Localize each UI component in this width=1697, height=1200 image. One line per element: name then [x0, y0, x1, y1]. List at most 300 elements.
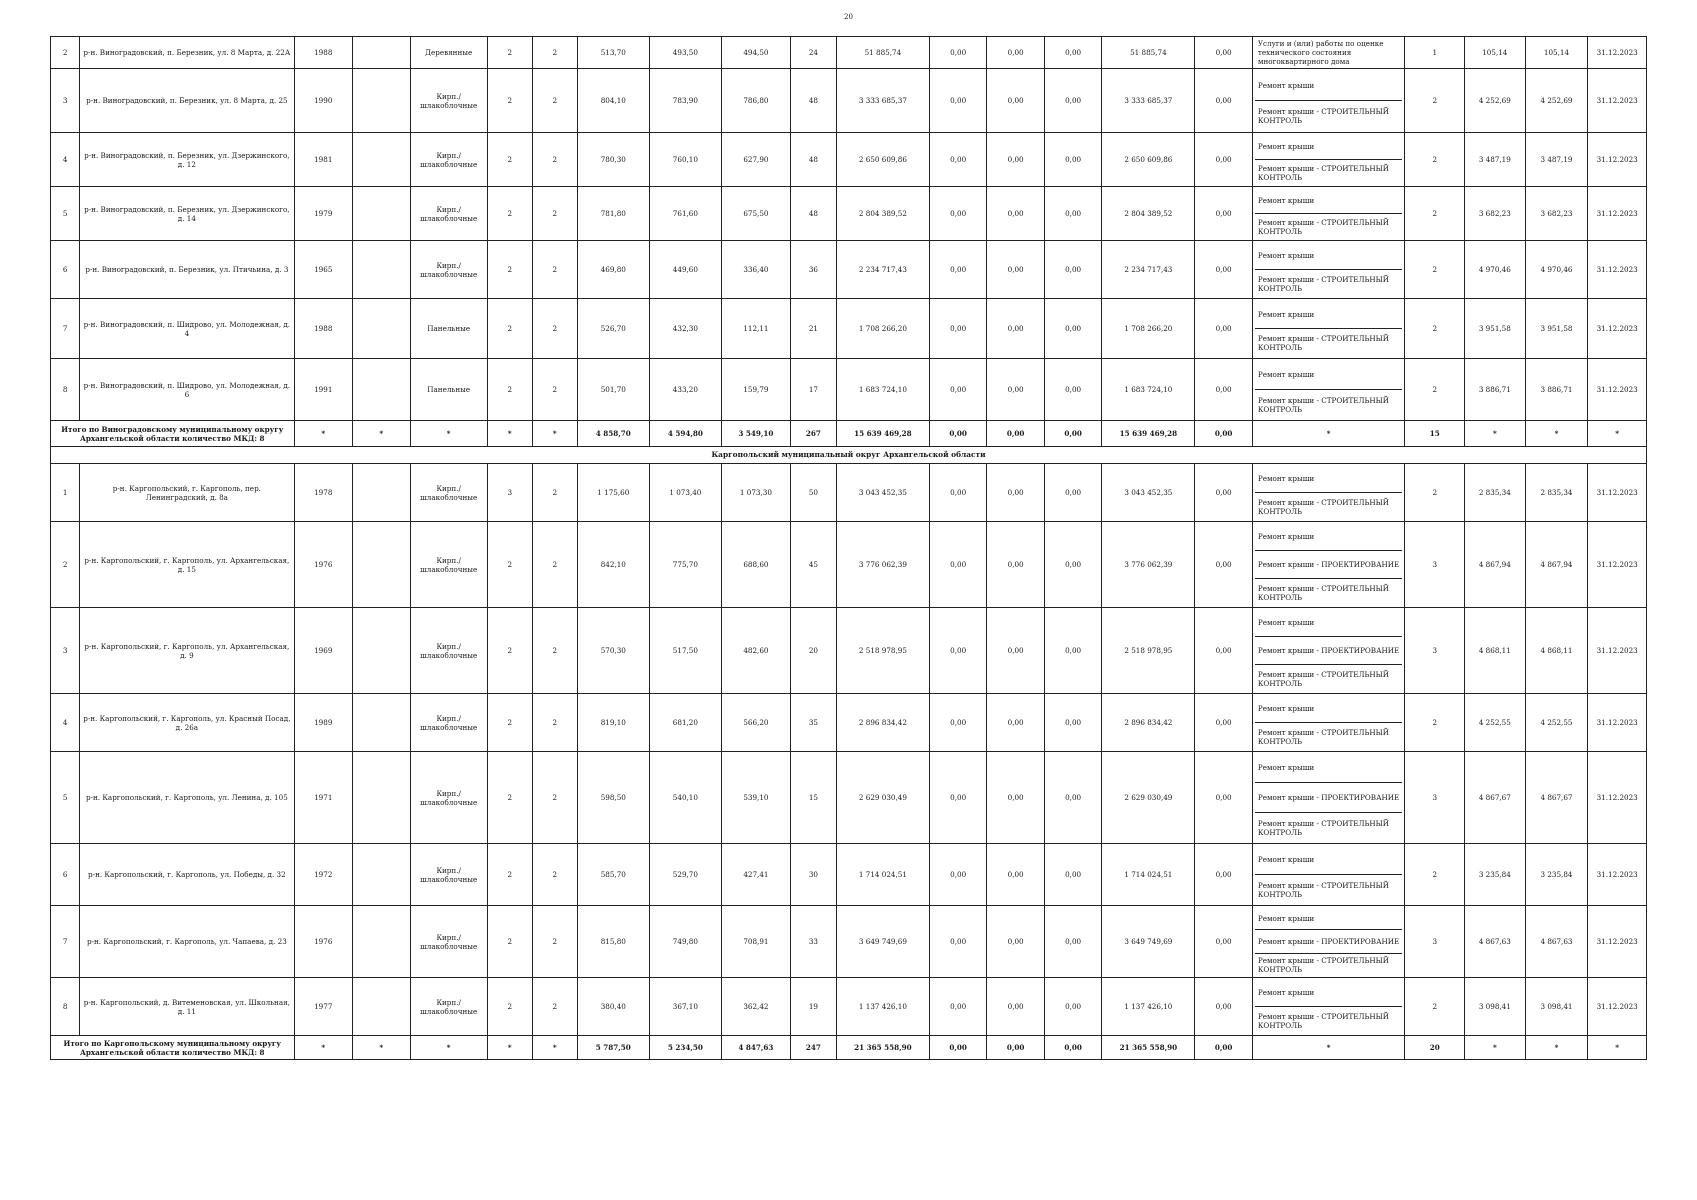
cell-works [1252, 906, 1405, 978]
cell-residents: 48 [790, 187, 836, 241]
cell-blank [353, 522, 410, 608]
total-label: Итого по Виноградовскому муниципальному округу Архангельской области количество МКД: 8 [51, 421, 295, 447]
cell-year: 1971 [294, 752, 353, 844]
cell-works [1252, 37, 1405, 69]
cell-residents: 48 [790, 133, 836, 187]
cell-works-count: 2 [1405, 299, 1465, 359]
cell-cost-total: 3 333 685,37 [836, 69, 929, 133]
cell-area-res: 688,60 [721, 522, 790, 608]
cell-fund-mun: 0,00 [1044, 608, 1101, 694]
total-fund-owners: 15 639 469,28 [1102, 421, 1195, 447]
cell-fund-other: 0,00 [1195, 694, 1252, 752]
cell-cost-total: 3 043 452,35 [836, 464, 929, 522]
cell-fund-other: 0,00 [1195, 299, 1252, 359]
cell-blank [353, 187, 410, 241]
cell-area-res: 675,50 [721, 187, 790, 241]
cell-area-res: 494,50 [721, 37, 790, 69]
total-unit-cost: * [1465, 421, 1526, 447]
cell-residents: 33 [790, 906, 836, 978]
work-list [1255, 979, 1403, 1034]
cell-address: р-н. Виноградовский, п. Березник, ул. 8 Марта, д. 25 [80, 69, 294, 133]
cell-area-all: 433,20 [649, 359, 721, 421]
cell-entrances: 2 [532, 187, 577, 241]
cell-fund-mun: 0,00 [1044, 978, 1101, 1036]
cell-blank [353, 133, 410, 187]
total-area-res: 3 549,10 [721, 421, 790, 447]
total-fund-owners: 21 365 558,90 [1102, 1036, 1195, 1060]
cell-fund-mun: 0,00 [1044, 37, 1101, 69]
cell-area-total: 526,70 [577, 299, 649, 359]
cell-works-count: 1 [1405, 37, 1465, 69]
total-residents: 267 [790, 421, 836, 447]
cell-fund-mun: 0,00 [1044, 187, 1101, 241]
cell-address: р-н. Виноградовский, п. Березник, ул. Птичьина, д. 3 [80, 241, 294, 299]
cell-blank [353, 844, 410, 906]
cell-works-count: 2 [1405, 464, 1465, 522]
cell-fund-owners: 2 518 978,95 [1102, 608, 1195, 694]
cell-cost-total: 2 234 717,43 [836, 241, 929, 299]
work-item: Ремонт крыши - ПРОЕКТИРОВАНИЕ [1255, 636, 1403, 664]
cell-walls: Кирп./ шлакоблочные [410, 906, 487, 978]
cell-walls: Кирп./ шлакоблочные [410, 752, 487, 844]
cell-unit-cost: 105,14 [1465, 37, 1526, 69]
cell-no: 4 [51, 133, 80, 187]
table-row [51, 906, 1647, 978]
cell-address: р-н. Виноградовский, п. Березник, ул. 8 Марта, д. 22А [80, 37, 294, 69]
cell-works-count: 3 [1405, 906, 1465, 978]
cell-entrances: 2 [532, 37, 577, 69]
cell-fund-fed: 0,00 [929, 241, 986, 299]
cell-address: р-н. Каргопольский, г. Каргополь, пер. Ленинградский, д. 8а [80, 464, 294, 522]
cell-fund-fed: 0,00 [929, 464, 986, 522]
cell-cost-total: 1 708 266,20 [836, 299, 929, 359]
work-item: Ремонт крыши - СТРОИТЕЛЬНЫЙ КОНТРОЛЬ [1255, 269, 1403, 297]
cell-walls: Кирп./ шлакоблочные [410, 69, 487, 133]
cell-area-res: 427,41 [721, 844, 790, 906]
cell-entrances: 2 [532, 978, 577, 1036]
cell-max-cost: 3 098,41 [1525, 978, 1588, 1036]
cell-unit-cost: 3 951,58 [1465, 299, 1526, 359]
cell-entrances: 2 [532, 522, 577, 608]
cell-works [1252, 133, 1405, 187]
work-item: Ремонт крыши - СТРОИТЕЛЬНЫЙ КОНТРОЛЬ [1255, 874, 1403, 904]
cell-floors: 2 [487, 978, 532, 1036]
cell-address: р-н. Виноградовский, п. Шидрово, ул. Молодежная, д. 4 [80, 299, 294, 359]
cell-area-total: 781,80 [577, 187, 649, 241]
cell-year: 1965 [294, 241, 353, 299]
cell-entrances: 2 [532, 608, 577, 694]
cell-entrances: 2 [532, 464, 577, 522]
cell-blank [353, 694, 410, 752]
cell-year: 1988 [294, 37, 353, 69]
cell-no: 6 [51, 844, 80, 906]
cell-unit-cost: 4 867,94 [1465, 522, 1526, 608]
work-list [1255, 695, 1403, 750]
cell-deadline: 31.12.2023 [1588, 187, 1647, 241]
cell-area-res: 627,90 [721, 133, 790, 187]
cell-area-total: 585,70 [577, 844, 649, 906]
cell-cost-total: 1 714 024,51 [836, 844, 929, 906]
cell-fund-other: 0,00 [1195, 69, 1252, 133]
cell-fund-reg: 0,00 [987, 187, 1044, 241]
table-row [51, 978, 1647, 1036]
cell-area-all: 783,90 [649, 69, 721, 133]
work-item: Ремонт крыши - СТРОИТЕЛЬНЫЙ КОНТРОЛЬ [1255, 159, 1403, 185]
total-works: * [1252, 421, 1405, 447]
work-item: Ремонт крыши - СТРОИТЕЛЬНЫЙ КОНТРОЛЬ [1255, 1006, 1403, 1034]
cell-walls: Кирп./ шлакоблочные [410, 464, 487, 522]
cell-max-cost: 2 835,34 [1525, 464, 1588, 522]
cell-fund-owners: 3 776 062,39 [1102, 522, 1195, 608]
cell-area-all: 367,10 [649, 978, 721, 1036]
cell-deadline: 31.12.2023 [1588, 844, 1647, 906]
cell-fund-reg: 0,00 [987, 522, 1044, 608]
cell-area-total: 469,80 [577, 241, 649, 299]
cell-fund-owners: 3 649 749,69 [1102, 906, 1195, 978]
cell-fund-reg: 0,00 [987, 978, 1044, 1036]
cell-floors: 2 [487, 187, 532, 241]
work-item: Ремонт крыши [1257, 618, 1315, 627]
cell-fund-other: 0,00 [1195, 906, 1252, 978]
table-row [51, 187, 1647, 241]
total-area-all: 5 234,50 [649, 1036, 721, 1060]
cell-residents: 21 [790, 299, 836, 359]
work-item: Ремонт крыши - ПРОЕКТИРОВАНИЕ [1255, 782, 1403, 812]
cell-no: 2 [51, 37, 80, 69]
table-row [51, 359, 1647, 421]
cell-address: р-н. Каргопольский, г. Каргополь, ул. Победы, д. 32 [80, 844, 294, 906]
cell-unit-cost: 4 867,67 [1465, 752, 1526, 844]
group2-rows [51, 464, 1647, 1060]
cell-area-total: 815,80 [577, 906, 649, 978]
work-list [1255, 300, 1403, 357]
work-item: Ремонт крыши [1257, 196, 1315, 205]
total-fund-mun: 0,00 [1044, 1036, 1101, 1060]
cell-fund-mun: 0,00 [1044, 752, 1101, 844]
work-item: Услуги и (или) работы по оценке технического состояния многоквартирного дома [1257, 39, 1384, 66]
cell-area-total: 598,50 [577, 752, 649, 844]
cell-works-count: 2 [1405, 844, 1465, 906]
work-item: Ремонт крыши [1257, 704, 1315, 713]
cell-blank [353, 464, 410, 522]
cell-works-count: 2 [1405, 241, 1465, 299]
cell-area-all: 761,60 [649, 187, 721, 241]
cell-address: р-н. Каргопольский, д. Витеменовская, ул. Школьная, д. 11 [80, 978, 294, 1036]
cell-blank [353, 69, 410, 133]
work-item: Ремонт крыши [1257, 474, 1315, 483]
section2 [51, 447, 1647, 464]
cell-fund-reg: 0,00 [987, 299, 1044, 359]
section-title: Каргопольский муниципальный округ Архангельской области [51, 447, 1647, 464]
cell-fund-mun: 0,00 [1044, 69, 1101, 133]
total-area-res: 4 847,63 [721, 1036, 790, 1060]
cell-cost-total: 3 649 749,69 [836, 906, 929, 978]
cell-area-total: 1 175,60 [577, 464, 649, 522]
cell-residents: 48 [790, 69, 836, 133]
cell-no: 8 [51, 359, 80, 421]
work-list [1255, 845, 1403, 904]
cell-blank [353, 978, 410, 1036]
cell-entrances: 2 [532, 694, 577, 752]
cell-year: 1979 [294, 187, 353, 241]
cell-fund-reg: 0,00 [987, 608, 1044, 694]
cell-residents: 50 [790, 464, 836, 522]
cell-fund-other: 0,00 [1195, 978, 1252, 1036]
cell-entrances: 2 [532, 69, 577, 133]
work-list [1255, 465, 1403, 520]
cell-fund-other: 0,00 [1195, 241, 1252, 299]
cell-area-res: 786,80 [721, 69, 790, 133]
work-list [1255, 753, 1403, 842]
cell-area-all: 760,10 [649, 133, 721, 187]
cell-fund-fed: 0,00 [929, 752, 986, 844]
cell-works [1252, 464, 1405, 522]
cell-fund-owners: 2 234 717,43 [1102, 241, 1195, 299]
total-fund-fed: 0,00 [929, 1036, 986, 1060]
cell-deadline: 31.12.2023 [1588, 978, 1647, 1036]
cell-area-res: 112,11 [721, 299, 790, 359]
cell-fund-other: 0,00 [1195, 752, 1252, 844]
work-item: Ремонт крыши - СТРОИТЕЛЬНЫЙ КОНТРОЛЬ [1255, 389, 1403, 419]
cell-walls: Кирп./ шлакоблочные [410, 844, 487, 906]
work-list [1255, 609, 1403, 692]
cell-cost-total: 3 776 062,39 [836, 522, 929, 608]
total-area-all: 4 594,80 [649, 421, 721, 447]
work-item: Ремонт крыши - СТРОИТЕЛЬНЫЙ КОНТРОЛЬ [1255, 492, 1403, 520]
cell-residents: 45 [790, 522, 836, 608]
cell-no: 5 [51, 187, 80, 241]
total-row [51, 421, 1647, 447]
cell-address: р-н. Каргопольский, г. Каргополь, ул. Чапаева, д. 23 [80, 906, 294, 978]
cell-works-count: 2 [1405, 978, 1465, 1036]
cell-deadline: 31.12.2023 [1588, 694, 1647, 752]
cell-fund-fed: 0,00 [929, 69, 986, 133]
work-list [1255, 38, 1403, 67]
cell-floors: 2 [487, 906, 532, 978]
cell-residents: 36 [790, 241, 836, 299]
cell-fund-owners: 1 137 426,10 [1102, 978, 1195, 1036]
cell-residents: 15 [790, 752, 836, 844]
cell-no: 5 [51, 752, 80, 844]
cell-walls: Кирп./ шлакоблочные [410, 187, 487, 241]
work-item: Ремонт крыши - СТРОИТЕЛЬНЫЙ КОНТРОЛЬ [1255, 722, 1403, 750]
cell-no: 4 [51, 694, 80, 752]
cell-works-count: 3 [1405, 522, 1465, 608]
work-item: Ремонт крыши - СТРОИТЕЛЬНЫЙ КОНТРОЛЬ [1255, 100, 1403, 131]
work-list [1255, 523, 1403, 606]
cell-address: р-н. Каргопольский, г. Каргополь, ул. Красный Посад, д. 26а [80, 694, 294, 752]
cell-blank [353, 752, 410, 844]
cell-fund-owners: 2 896 834,42 [1102, 694, 1195, 752]
cell-fund-mun: 0,00 [1044, 133, 1101, 187]
cell-area-all: 432,30 [649, 299, 721, 359]
cell-address: р-н. Виноградовский, п. Березник, ул. Дзержинского, д. 14 [80, 187, 294, 241]
work-item: Ремонт крыши - ПРОЕКТИРОВАНИЕ [1255, 929, 1403, 952]
work-list [1255, 907, 1403, 976]
cell-fund-fed: 0,00 [929, 694, 986, 752]
work-item: Ремонт крыши [1257, 532, 1315, 541]
cell-area-all: 529,70 [649, 844, 721, 906]
cell-year: 1977 [294, 978, 353, 1036]
cell-fund-other: 0,00 [1195, 608, 1252, 694]
cell-max-cost: 4 252,69 [1525, 69, 1588, 133]
total-residents: 247 [790, 1036, 836, 1060]
cell-walls: Кирп./ шлакоблочные [410, 522, 487, 608]
total-fund-other: 0,00 [1195, 421, 1252, 447]
cell-area-res: 539,10 [721, 752, 790, 844]
cell-works-count: 2 [1405, 359, 1465, 421]
total-c-entr: * [532, 421, 577, 447]
cell-works [1252, 187, 1405, 241]
cell-works [1252, 608, 1405, 694]
cell-deadline: 31.12.2023 [1588, 299, 1647, 359]
cell-floors: 2 [487, 752, 532, 844]
cell-residents: 19 [790, 978, 836, 1036]
cell-residents: 20 [790, 608, 836, 694]
cell-works [1252, 69, 1405, 133]
work-item: Ремонт крыши [1257, 142, 1315, 151]
work-list [1255, 360, 1403, 419]
total-fund-reg: 0,00 [987, 421, 1044, 447]
total-label: Итого по Каргопольскому муниципальному округу Архангельской области количество МКД: 8 [51, 1036, 295, 1060]
cell-works [1252, 241, 1405, 299]
cell-max-cost: 4 970,46 [1525, 241, 1588, 299]
cell-fund-owners: 3 043 452,35 [1102, 464, 1195, 522]
work-item: Ремонт крыши - СТРОИТЕЛЬНЫЙ КОНТРОЛЬ [1255, 664, 1403, 692]
work-item: Ремонт крыши - ПРОЕКТИРОВАНИЕ [1255, 550, 1403, 578]
table-row [51, 133, 1647, 187]
total-area-total: 4 858,70 [577, 421, 649, 447]
work-item: Ремонт крыши - СТРОИТЕЛЬНЫЙ КОНТРОЛЬ [1255, 213, 1403, 239]
cell-cost-total: 51 885,74 [836, 37, 929, 69]
cell-works [1252, 359, 1405, 421]
total-c-floors: * [487, 1036, 532, 1060]
cell-cost-total: 2 650 609,86 [836, 133, 929, 187]
work-item: Ремонт крыши [1257, 251, 1315, 260]
cell-year: 1981 [294, 133, 353, 187]
cell-walls: Панельные [410, 359, 487, 421]
cell-no: 7 [51, 906, 80, 978]
cell-fund-fed: 0,00 [929, 133, 986, 187]
table-row [51, 69, 1647, 133]
work-item: Ремонт крыши - СТРОИТЕЛЬНЫЙ КОНТРОЛЬ [1255, 953, 1403, 976]
cell-entrances: 2 [532, 241, 577, 299]
cell-residents: 30 [790, 844, 836, 906]
total-works: * [1252, 1036, 1405, 1060]
cell-fund-fed: 0,00 [929, 299, 986, 359]
cell-works [1252, 694, 1405, 752]
cell-address: р-н. Каргопольский, г. Каргополь, ул. Архангельская, д. 15 [80, 522, 294, 608]
total-works-count: 15 [1405, 421, 1465, 447]
total-cost-total: 21 365 558,90 [836, 1036, 929, 1060]
cell-fund-mun: 0,00 [1044, 464, 1101, 522]
group1-rows [51, 37, 1647, 447]
cell-year: 1989 [294, 694, 353, 752]
cell-cost-total: 1 137 426,10 [836, 978, 929, 1036]
cell-fund-other: 0,00 [1195, 464, 1252, 522]
cell-fund-fed: 0,00 [929, 906, 986, 978]
cell-floors: 2 [487, 359, 532, 421]
work-item: Ремонт крыши [1257, 370, 1315, 379]
cell-address: р-н. Виноградовский, п. Шидрово, ул. Молодежная, д. 6 [80, 359, 294, 421]
work-item: Ремонт крыши - СТРОИТЕЛЬНЫЙ КОНТРОЛЬ [1255, 328, 1403, 357]
cell-year: 1976 [294, 522, 353, 608]
cell-floors: 2 [487, 522, 532, 608]
section-header-row [51, 447, 1647, 464]
cell-fund-reg: 0,00 [987, 694, 1044, 752]
cell-residents: 35 [790, 694, 836, 752]
cell-fund-mun: 0,00 [1044, 299, 1101, 359]
cell-no: 3 [51, 608, 80, 694]
cell-fund-reg: 0,00 [987, 359, 1044, 421]
total-deadline: * [1588, 1036, 1647, 1060]
cell-deadline: 31.12.2023 [1588, 69, 1647, 133]
total-unit-cost: * [1465, 1036, 1526, 1060]
cell-walls: Панельные [410, 299, 487, 359]
cell-max-cost: 3 886,71 [1525, 359, 1588, 421]
cell-address: р-н. Виноградовский, п. Березник, ул. Дзержинского, д. 12 [80, 133, 294, 187]
cell-fund-other: 0,00 [1195, 844, 1252, 906]
table-row [51, 694, 1647, 752]
total-cost-total: 15 639 469,28 [836, 421, 929, 447]
cell-area-res: 336,40 [721, 241, 790, 299]
total-max-cost: * [1525, 421, 1588, 447]
capital-repair-register-table [50, 36, 1647, 1060]
total-c-blank: * [353, 421, 410, 447]
cell-fund-mun: 0,00 [1044, 694, 1101, 752]
work-list [1255, 242, 1403, 297]
cell-max-cost: 105,14 [1525, 37, 1588, 69]
total-c-year: * [294, 1036, 353, 1060]
total-max-cost: * [1525, 1036, 1588, 1060]
total-works-count: 20 [1405, 1036, 1465, 1060]
work-list [1255, 134, 1403, 185]
cell-max-cost: 4 867,63 [1525, 906, 1588, 978]
cell-works-count: 2 [1405, 694, 1465, 752]
cell-unit-cost: 3 682,23 [1465, 187, 1526, 241]
cell-deadline: 31.12.2023 [1588, 906, 1647, 978]
cell-area-all: 775,70 [649, 522, 721, 608]
cell-fund-owners: 2 629 030,49 [1102, 752, 1195, 844]
cell-entrances: 2 [532, 299, 577, 359]
cell-fund-fed: 0,00 [929, 844, 986, 906]
cell-max-cost: 4 252,55 [1525, 694, 1588, 752]
cell-fund-owners: 1 714 024,51 [1102, 844, 1195, 906]
cell-works [1252, 844, 1405, 906]
cell-deadline: 31.12.2023 [1588, 608, 1647, 694]
cell-walls: Кирп./ шлакоблочные [410, 133, 487, 187]
cell-blank [353, 906, 410, 978]
cell-cost-total: 2 629 030,49 [836, 752, 929, 844]
cell-deadline: 31.12.2023 [1588, 241, 1647, 299]
cell-deadline: 31.12.2023 [1588, 133, 1647, 187]
cell-fund-fed: 0,00 [929, 978, 986, 1036]
cell-unit-cost: 3 487,19 [1465, 133, 1526, 187]
table-row [51, 608, 1647, 694]
cell-deadline: 31.12.2023 [1588, 359, 1647, 421]
cell-blank [353, 608, 410, 694]
cell-fund-mun: 0,00 [1044, 906, 1101, 978]
work-item: Ремонт крыши - СТРОИТЕЛЬНЫЙ КОНТРОЛЬ [1255, 812, 1403, 842]
cell-fund-owners: 51 885,74 [1102, 37, 1195, 69]
cell-floors: 2 [487, 133, 532, 187]
cell-fund-other: 0,00 [1195, 37, 1252, 69]
cell-no: 1 [51, 464, 80, 522]
table-row [51, 752, 1647, 844]
cell-area-res: 566,20 [721, 694, 790, 752]
work-list [1255, 70, 1403, 131]
work-item: Ремонт крыши [1257, 80, 1315, 90]
